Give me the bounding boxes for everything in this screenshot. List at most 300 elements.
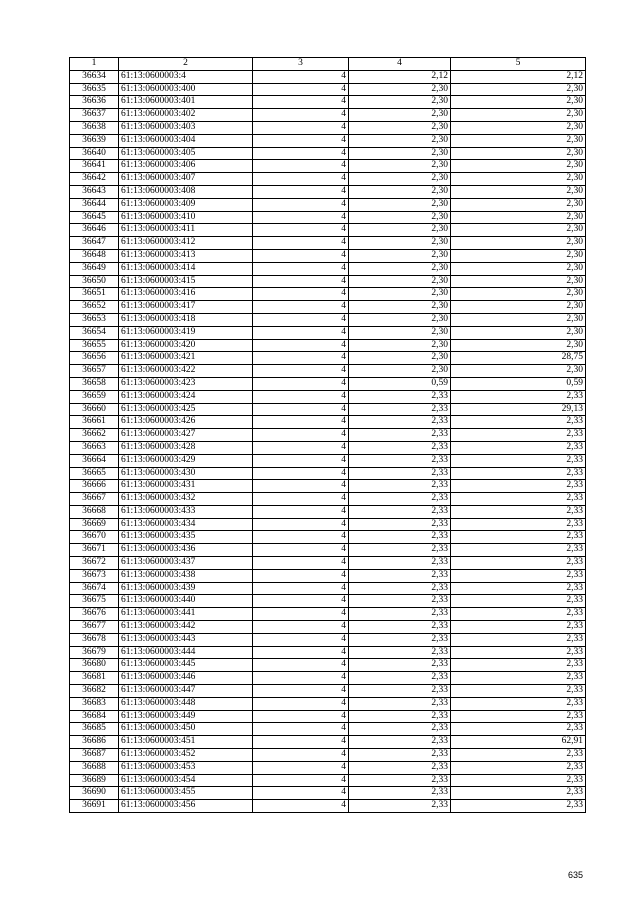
table-row bbox=[70, 237, 586, 250]
table-row bbox=[70, 736, 586, 749]
table-row bbox=[70, 621, 586, 634]
row-number-cell: 36645 bbox=[70, 211, 119, 224]
cadastral-number-cell: 61:13:0600003:444 bbox=[119, 646, 253, 659]
column-5-cell: 2,30 bbox=[451, 109, 586, 122]
row-number-cell: 36686 bbox=[70, 736, 119, 749]
column-3-cell: 4 bbox=[253, 160, 349, 173]
cadastral-number-cell: 61:13:0600003:4 bbox=[119, 70, 253, 83]
table-row bbox=[70, 288, 586, 301]
table-row bbox=[70, 480, 586, 493]
column-3-cell: 4 bbox=[253, 147, 349, 160]
table-row bbox=[70, 249, 586, 262]
table-row bbox=[70, 569, 586, 582]
table-row bbox=[70, 608, 586, 621]
table-row bbox=[70, 160, 586, 173]
cadastral-number-cell: 61:13:0600003:431 bbox=[119, 480, 253, 493]
column-header-3: 3 bbox=[253, 58, 349, 71]
column-4-cell: 2,30 bbox=[349, 249, 451, 262]
table-row bbox=[70, 224, 586, 237]
column-4-cell: 2,30 bbox=[349, 160, 451, 173]
column-3-cell: 4 bbox=[253, 723, 349, 736]
row-number-cell: 36684 bbox=[70, 710, 119, 723]
cadastral-number-cell: 61:13:0600003:425 bbox=[119, 403, 253, 416]
column-5-cell: 2,30 bbox=[451, 275, 586, 288]
cadastral-number-cell: 61:13:0600003:400 bbox=[119, 83, 253, 96]
row-number-cell: 36661 bbox=[70, 416, 119, 429]
column-5-cell: 2,33 bbox=[451, 531, 586, 544]
column-3-cell: 4 bbox=[253, 134, 349, 147]
column-5-cell: 62,91 bbox=[451, 736, 586, 749]
row-number-cell: 36656 bbox=[70, 352, 119, 365]
column-5-cell: 2,30 bbox=[451, 339, 586, 352]
row-number-cell: 36667 bbox=[70, 493, 119, 506]
column-4-cell: 2,33 bbox=[349, 749, 451, 762]
cadastral-number-cell: 61:13:0600003:435 bbox=[119, 531, 253, 544]
row-number-cell: 36635 bbox=[70, 83, 119, 96]
column-3-cell: 4 bbox=[253, 659, 349, 672]
column-5-cell: 2,30 bbox=[451, 365, 586, 378]
column-5-cell: 2,30 bbox=[451, 173, 586, 186]
cadastral-number-cell: 61:13:0600003:415 bbox=[119, 275, 253, 288]
table-row bbox=[70, 697, 586, 710]
column-5-cell: 2,33 bbox=[451, 505, 586, 518]
column-5-cell: 2,30 bbox=[451, 224, 586, 237]
column-4-cell: 2,30 bbox=[349, 275, 451, 288]
cadastral-number-cell: 61:13:0600003:455 bbox=[119, 787, 253, 800]
column-5-cell: 2,33 bbox=[451, 480, 586, 493]
table-row bbox=[70, 83, 586, 96]
column-3-cell: 4 bbox=[253, 377, 349, 390]
table-row bbox=[70, 441, 586, 454]
column-3-cell: 4 bbox=[253, 249, 349, 262]
column-3-cell: 4 bbox=[253, 569, 349, 582]
table-row bbox=[70, 800, 586, 813]
table-row bbox=[70, 403, 586, 416]
table-row bbox=[70, 275, 586, 288]
column-4-cell: 2,30 bbox=[349, 365, 451, 378]
table-row bbox=[70, 633, 586, 646]
column-4-cell: 2,33 bbox=[349, 441, 451, 454]
table-row bbox=[70, 672, 586, 685]
row-number-cell: 36639 bbox=[70, 134, 119, 147]
column-4-cell: 2,33 bbox=[349, 697, 451, 710]
table-row bbox=[70, 659, 586, 672]
column-3-cell: 4 bbox=[253, 531, 349, 544]
column-5-cell: 2,33 bbox=[451, 544, 586, 557]
cadastral-number-cell: 61:13:0600003:429 bbox=[119, 454, 253, 467]
column-4-cell: 2,33 bbox=[349, 467, 451, 480]
column-3-cell: 4 bbox=[253, 749, 349, 762]
column-3-cell: 4 bbox=[253, 185, 349, 198]
cadastral-number-cell: 61:13:0600003:405 bbox=[119, 147, 253, 160]
column-5-cell: 2,33 bbox=[451, 710, 586, 723]
column-3-cell: 4 bbox=[253, 237, 349, 250]
cadastral-number-cell: 61:13:0600003:408 bbox=[119, 185, 253, 198]
cadastral-number-cell: 61:13:0600003:448 bbox=[119, 697, 253, 710]
column-4-cell: 2,33 bbox=[349, 531, 451, 544]
column-3-cell: 4 bbox=[253, 480, 349, 493]
column-5-cell: 2,30 bbox=[451, 211, 586, 224]
row-number-cell: 36644 bbox=[70, 198, 119, 211]
cadastral-number-cell: 61:13:0600003:411 bbox=[119, 224, 253, 237]
row-number-cell: 36685 bbox=[70, 723, 119, 736]
column-4-cell: 2,33 bbox=[349, 774, 451, 787]
cadastral-number-cell: 61:13:0600003:427 bbox=[119, 429, 253, 442]
column-4-cell: 2,33 bbox=[349, 710, 451, 723]
row-number-cell: 36673 bbox=[70, 569, 119, 582]
row-number-cell: 36657 bbox=[70, 365, 119, 378]
column-5-cell: 2,33 bbox=[451, 493, 586, 506]
row-number-cell: 36647 bbox=[70, 237, 119, 250]
column-5-cell: 2,30 bbox=[451, 249, 586, 262]
column-4-cell: 2,33 bbox=[349, 800, 451, 813]
cadastral-number-cell: 61:13:0600003:420 bbox=[119, 339, 253, 352]
table-row bbox=[70, 147, 586, 160]
row-number-cell: 36681 bbox=[70, 672, 119, 685]
row-number-cell: 36662 bbox=[70, 429, 119, 442]
row-number-cell: 36640 bbox=[70, 147, 119, 160]
cadastral-number-cell: 61:13:0600003:443 bbox=[119, 633, 253, 646]
column-header-2: 2 bbox=[119, 58, 253, 71]
table-row bbox=[70, 185, 586, 198]
column-5-cell: 2,33 bbox=[451, 518, 586, 531]
column-3-cell: 4 bbox=[253, 697, 349, 710]
row-number-cell: 36664 bbox=[70, 454, 119, 467]
column-4-cell: 2,33 bbox=[349, 544, 451, 557]
column-5-cell: 2,33 bbox=[451, 800, 586, 813]
cadastral-number-cell: 61:13:0600003:403 bbox=[119, 121, 253, 134]
column-5-cell: 2,30 bbox=[451, 96, 586, 109]
column-3-cell: 4 bbox=[253, 672, 349, 685]
column-4-cell: 2,30 bbox=[349, 313, 451, 326]
table-row bbox=[70, 173, 586, 186]
row-number-cell: 36682 bbox=[70, 685, 119, 698]
row-number-cell: 36666 bbox=[70, 480, 119, 493]
cadastral-number-cell: 61:13:0600003:404 bbox=[119, 134, 253, 147]
row-number-cell: 36668 bbox=[70, 505, 119, 518]
column-header-4: 4 bbox=[349, 58, 451, 71]
table-row bbox=[70, 787, 586, 800]
table-row bbox=[70, 646, 586, 659]
column-4-cell: 0,59 bbox=[349, 377, 451, 390]
table-row bbox=[70, 211, 586, 224]
row-number-cell: 36638 bbox=[70, 121, 119, 134]
cadastral-number-cell: 61:13:0600003:418 bbox=[119, 313, 253, 326]
column-5-cell: 2,30 bbox=[451, 83, 586, 96]
row-number-cell: 36665 bbox=[70, 467, 119, 480]
table-row bbox=[70, 109, 586, 122]
table-row bbox=[70, 531, 586, 544]
cadastral-number-cell: 61:13:0600003:430 bbox=[119, 467, 253, 480]
column-4-cell: 2,33 bbox=[349, 787, 451, 800]
cadastral-number-cell: 61:13:0600003:434 bbox=[119, 518, 253, 531]
column-4-cell: 2,33 bbox=[349, 761, 451, 774]
column-3-cell: 4 bbox=[253, 173, 349, 186]
column-4-cell: 2,33 bbox=[349, 454, 451, 467]
cadastral-number-cell: 61:13:0600003:454 bbox=[119, 774, 253, 787]
table-body bbox=[70, 70, 586, 812]
table-row bbox=[70, 313, 586, 326]
column-3-cell: 4 bbox=[253, 518, 349, 531]
table-row bbox=[70, 121, 586, 134]
column-4-cell: 2,33 bbox=[349, 390, 451, 403]
page-number: 635 bbox=[567, 870, 583, 880]
column-3-cell: 4 bbox=[253, 262, 349, 275]
column-5-cell: 2,33 bbox=[451, 608, 586, 621]
cadastral-number-cell: 61:13:0600003:450 bbox=[119, 723, 253, 736]
column-4-cell: 2,33 bbox=[349, 403, 451, 416]
cadastral-number-cell: 61:13:0600003:423 bbox=[119, 377, 253, 390]
cadastral-number-cell: 61:13:0600003:426 bbox=[119, 416, 253, 429]
column-4-cell: 2,33 bbox=[349, 429, 451, 442]
cadastral-number-cell: 61:13:0600003:449 bbox=[119, 710, 253, 723]
row-number-cell: 36641 bbox=[70, 160, 119, 173]
table-row bbox=[70, 505, 586, 518]
column-5-cell: 2,33 bbox=[451, 557, 586, 570]
row-number-cell: 36652 bbox=[70, 301, 119, 314]
cadastral-number-cell: 61:13:0600003:412 bbox=[119, 237, 253, 250]
cadastral-number-cell: 61:13:0600003:419 bbox=[119, 326, 253, 339]
column-4-cell: 2,12 bbox=[349, 70, 451, 83]
column-4-cell: 2,33 bbox=[349, 646, 451, 659]
column-5-cell: 2,30 bbox=[451, 185, 586, 198]
row-number-cell: 36651 bbox=[70, 288, 119, 301]
cadastral-number-cell: 61:13:0600003:439 bbox=[119, 582, 253, 595]
column-5-cell: 2,30 bbox=[451, 313, 586, 326]
cadastral-number-cell: 61:13:0600003:414 bbox=[119, 262, 253, 275]
column-4-cell: 2,30 bbox=[349, 147, 451, 160]
column-5-cell: 2,33 bbox=[451, 761, 586, 774]
row-number-cell: 36653 bbox=[70, 313, 119, 326]
column-3-cell: 4 bbox=[253, 710, 349, 723]
column-4-cell: 2,30 bbox=[349, 185, 451, 198]
column-3-cell: 4 bbox=[253, 224, 349, 237]
column-5-cell: 2,30 bbox=[451, 237, 586, 250]
row-number-cell: 36675 bbox=[70, 595, 119, 608]
column-5-cell: 2,30 bbox=[451, 147, 586, 160]
row-number-cell: 36649 bbox=[70, 262, 119, 275]
column-3-cell: 4 bbox=[253, 582, 349, 595]
cadastral-number-cell: 61:13:0600003:407 bbox=[119, 173, 253, 186]
column-5-cell: 2,33 bbox=[451, 633, 586, 646]
column-5-cell: 2,30 bbox=[451, 262, 586, 275]
column-4-cell: 2,33 bbox=[349, 416, 451, 429]
cadastral-number-cell: 61:13:0600003:406 bbox=[119, 160, 253, 173]
column-3-cell: 4 bbox=[253, 633, 349, 646]
data-table bbox=[69, 57, 586, 813]
column-4-cell: 2,30 bbox=[349, 326, 451, 339]
row-number-cell: 36658 bbox=[70, 377, 119, 390]
column-header-1: 1 bbox=[70, 58, 119, 71]
column-4-cell: 2,33 bbox=[349, 723, 451, 736]
column-5-cell: 0,59 bbox=[451, 377, 586, 390]
table-row bbox=[70, 582, 586, 595]
cadastral-number-cell: 61:13:0600003:436 bbox=[119, 544, 253, 557]
column-5-cell: 2,33 bbox=[451, 621, 586, 634]
column-3-cell: 4 bbox=[253, 467, 349, 480]
column-5-cell: 2,30 bbox=[451, 288, 586, 301]
column-3-cell: 4 bbox=[253, 774, 349, 787]
cadastral-number-cell: 61:13:0600003:401 bbox=[119, 96, 253, 109]
cadastral-number-cell: 61:13:0600003:445 bbox=[119, 659, 253, 672]
table-row bbox=[70, 377, 586, 390]
row-number-cell: 36663 bbox=[70, 441, 119, 454]
column-5-cell: 2,30 bbox=[451, 134, 586, 147]
column-4-cell: 2,30 bbox=[349, 211, 451, 224]
column-3-cell: 4 bbox=[253, 685, 349, 698]
column-3-cell: 4 bbox=[253, 608, 349, 621]
table-row bbox=[70, 710, 586, 723]
cadastral-number-cell: 61:13:0600003:409 bbox=[119, 198, 253, 211]
row-number-cell: 36672 bbox=[70, 557, 119, 570]
column-4-cell: 2,30 bbox=[349, 339, 451, 352]
column-4-cell: 2,33 bbox=[349, 736, 451, 749]
column-3-cell: 4 bbox=[253, 429, 349, 442]
row-number-cell: 36637 bbox=[70, 109, 119, 122]
row-number-cell: 36689 bbox=[70, 774, 119, 787]
column-3-cell: 4 bbox=[253, 301, 349, 314]
column-3-cell: 4 bbox=[253, 544, 349, 557]
table-row bbox=[70, 390, 586, 403]
column-5-cell: 2,33 bbox=[451, 416, 586, 429]
column-5-cell: 2,33 bbox=[451, 672, 586, 685]
table-row bbox=[70, 416, 586, 429]
table-row bbox=[70, 96, 586, 109]
column-5-cell: 2,30 bbox=[451, 121, 586, 134]
column-3-cell: 4 bbox=[253, 121, 349, 134]
column-5-cell: 2,33 bbox=[451, 723, 586, 736]
table-row bbox=[70, 262, 586, 275]
row-number-cell: 36650 bbox=[70, 275, 119, 288]
column-3-cell: 4 bbox=[253, 365, 349, 378]
cadastral-number-cell: 61:13:0600003:402 bbox=[119, 109, 253, 122]
column-5-cell: 2,33 bbox=[451, 454, 586, 467]
row-number-cell: 36643 bbox=[70, 185, 119, 198]
column-5-cell: 28,75 bbox=[451, 352, 586, 365]
row-number-cell: 36655 bbox=[70, 339, 119, 352]
row-number-cell: 36679 bbox=[70, 646, 119, 659]
table-header-row bbox=[70, 58, 586, 71]
column-3-cell: 4 bbox=[253, 96, 349, 109]
column-header-5: 5 bbox=[451, 58, 586, 71]
column-5-cell: 2,33 bbox=[451, 685, 586, 698]
column-3-cell: 4 bbox=[253, 390, 349, 403]
column-3-cell: 4 bbox=[253, 352, 349, 365]
column-5-cell: 2,33 bbox=[451, 787, 586, 800]
cadastral-number-cell: 61:13:0600003:437 bbox=[119, 557, 253, 570]
column-3-cell: 4 bbox=[253, 416, 349, 429]
row-number-cell: 36674 bbox=[70, 582, 119, 595]
column-3-cell: 4 bbox=[253, 621, 349, 634]
table-row bbox=[70, 134, 586, 147]
column-5-cell: 2,33 bbox=[451, 390, 586, 403]
row-number-cell: 36669 bbox=[70, 518, 119, 531]
column-3-cell: 4 bbox=[253, 83, 349, 96]
table-row bbox=[70, 557, 586, 570]
column-3-cell: 4 bbox=[253, 557, 349, 570]
table-row bbox=[70, 339, 586, 352]
column-4-cell: 2,33 bbox=[349, 633, 451, 646]
column-4-cell: 2,33 bbox=[349, 582, 451, 595]
column-4-cell: 2,30 bbox=[349, 224, 451, 237]
cadastral-number-cell: 61:13:0600003:440 bbox=[119, 595, 253, 608]
table-row bbox=[70, 493, 586, 506]
column-4-cell: 2,30 bbox=[349, 134, 451, 147]
table-row bbox=[70, 595, 586, 608]
column-3-cell: 4 bbox=[253, 339, 349, 352]
column-4-cell: 2,33 bbox=[349, 480, 451, 493]
table-row bbox=[70, 429, 586, 442]
cadastral-number-cell: 61:13:0600003:416 bbox=[119, 288, 253, 301]
column-3-cell: 4 bbox=[253, 441, 349, 454]
column-4-cell: 2,30 bbox=[349, 288, 451, 301]
column-3-cell: 4 bbox=[253, 70, 349, 83]
table-row bbox=[70, 518, 586, 531]
cadastral-number-cell: 61:13:0600003:447 bbox=[119, 685, 253, 698]
column-4-cell: 2,30 bbox=[349, 198, 451, 211]
table-row bbox=[70, 749, 586, 762]
column-4-cell: 2,33 bbox=[349, 659, 451, 672]
cadastral-number-cell: 61:13:0600003:413 bbox=[119, 249, 253, 262]
column-4-cell: 2,33 bbox=[349, 685, 451, 698]
row-number-cell: 36670 bbox=[70, 531, 119, 544]
table-row bbox=[70, 70, 586, 83]
row-number-cell: 36671 bbox=[70, 544, 119, 557]
cadastral-number-cell: 61:13:0600003:410 bbox=[119, 211, 253, 224]
column-5-cell: 2,30 bbox=[451, 198, 586, 211]
column-4-cell: 2,30 bbox=[349, 83, 451, 96]
column-4-cell: 2,33 bbox=[349, 493, 451, 506]
column-3-cell: 4 bbox=[253, 198, 349, 211]
row-number-cell: 36691 bbox=[70, 800, 119, 813]
cadastral-number-cell: 61:13:0600003:432 bbox=[119, 493, 253, 506]
cadastral-number-cell: 61:13:0600003:438 bbox=[119, 569, 253, 582]
cadastral-number-cell: 61:13:0600003:453 bbox=[119, 761, 253, 774]
cadastral-number-cell: 61:13:0600003:451 bbox=[119, 736, 253, 749]
column-5-cell: 2,33 bbox=[451, 582, 586, 595]
column-4-cell: 2,30 bbox=[349, 121, 451, 134]
column-3-cell: 4 bbox=[253, 454, 349, 467]
row-number-cell: 36683 bbox=[70, 697, 119, 710]
column-5-cell: 29,13 bbox=[451, 403, 586, 416]
cadastral-number-cell: 61:13:0600003:424 bbox=[119, 390, 253, 403]
cadastral-number-cell: 61:13:0600003:428 bbox=[119, 441, 253, 454]
column-4-cell: 2,33 bbox=[349, 557, 451, 570]
column-5-cell: 2,12 bbox=[451, 70, 586, 83]
cadastral-number-cell: 61:13:0600003:433 bbox=[119, 505, 253, 518]
column-3-cell: 4 bbox=[253, 288, 349, 301]
cadastral-number-cell: 61:13:0600003:422 bbox=[119, 365, 253, 378]
column-3-cell: 4 bbox=[253, 403, 349, 416]
column-3-cell: 4 bbox=[253, 761, 349, 774]
column-4-cell: 2,33 bbox=[349, 608, 451, 621]
column-3-cell: 4 bbox=[253, 313, 349, 326]
column-3-cell: 4 bbox=[253, 736, 349, 749]
column-4-cell: 2,30 bbox=[349, 173, 451, 186]
cadastral-number-cell: 61:13:0600003:446 bbox=[119, 672, 253, 685]
cadastral-number-cell: 61:13:0600003:456 bbox=[119, 800, 253, 813]
cadastral-number-cell: 61:13:0600003:417 bbox=[119, 301, 253, 314]
column-3-cell: 4 bbox=[253, 211, 349, 224]
table-row bbox=[70, 326, 586, 339]
row-number-cell: 36687 bbox=[70, 749, 119, 762]
cadastral-number-cell: 61:13:0600003:442 bbox=[119, 621, 253, 634]
column-3-cell: 4 bbox=[253, 109, 349, 122]
column-5-cell: 2,33 bbox=[451, 646, 586, 659]
column-5-cell: 2,33 bbox=[451, 774, 586, 787]
table-row bbox=[70, 723, 586, 736]
row-number-cell: 36660 bbox=[70, 403, 119, 416]
